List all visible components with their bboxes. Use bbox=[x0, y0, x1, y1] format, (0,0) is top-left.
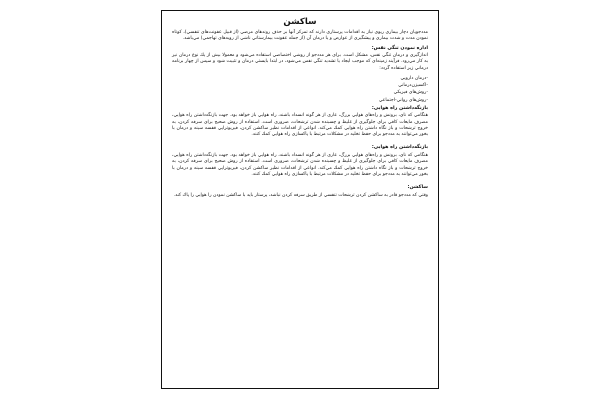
list-item: -اكسيژن‌درماني bbox=[398, 83, 428, 89]
section-heading-airway: بازنگه‌داشتن راه هوايي: bbox=[371, 105, 428, 111]
list-item: -درمان دارويي bbox=[400, 75, 428, 81]
treatment-list bbox=[172, 75, 428, 104]
section-heading-airway-repeat: بازنگه‌داشتن راه هوايي: bbox=[371, 145, 428, 151]
section-paragraph-dyspnea: اندازگيري و درمان تنگي نفس، مشكل است. براي هر مددجو از روشي اختصاصي استفاده مي‌شود و معمولا بيش از يك نوع درمان نيز به كار مي‌رود. فرآيند زمينه‌اي كه موجب ايجاد يا تشديد تنگي نفس مي‌شود، در ابتدا بايستي درمان و تثبيت شود و سپس از چهار برنامه درماني زير استفاده گردد: bbox=[172, 53, 428, 71]
document-page bbox=[161, 10, 439, 389]
section-paragraph-airway-repeat: هنگامي كه ناي، برونش و راه‌هاي هوايي بزرگ، عاري از هر گونه انسداد باشند، راه هوايي باز خواهد بود. جهت بازنگه‌داشتن راه هوايي، مصرف مايعات كافي براي جلوگيري از غليظ و چسبنده شدن ترشحات، ضروري است. استفاده از روش صحيح براي سرفه كردن، به خروج ترشحات و باز نگاه داشتن راه هوايي كمك مي‌كند. انواعي از اقدامات نظير ساكشن كردن، فيزيوتراپي قفسه سينه و درمان با بخور مي‌توانند به مددجو براي حفظ تخليه در مشكلات مرتبط با پاكسازي راه هوايي كمك كنند. bbox=[172, 152, 428, 177]
intro-paragraph: مددجويان دچار بيماري ريوي نياز به اقدامات پرستاري دارند كه تمركز آنها بر حذف روندهاي مرضي (از قبيل عفونت‌هاي تنفسي)، كوتاه نمودن مدت و شدت بيماري و پيشگيري از عوارض و يا درمان آن (از جمله عفونت بيمارستاني ناشي از روبه‌هاي تهاجمي) مي‌باشد. bbox=[172, 30, 428, 42]
section-heading-dyspnea: اداره نمودن تنگي نفس: bbox=[371, 45, 428, 51]
section-paragraph-airway: هنگامي كه ناي، برونش و راه‌هاي هوايي بزرگ، عاري از هر گونه انسداد باشند، راه هوايي باز خواهد بود. جهت بازنگه‌داشتن راه هوايي، مصرف مايعات كافي براي جلوگيري از غليظ و چسبنده شدن ترشحات، ضروري است. استفاده از روش صحيح براي سرفه كردن، به خروج ترشحات و باز نگاه داشتن راه هوايي كمك مي‌كند. انواعي از اقدامات نظير ساكشن كردن، فيزيوتراپي قفسه سينه و درمان با بخور مي‌توانند به مددجو براي حفظ تخليه در مشكلات مرتبط با پاكسازي راه هوايي كمك كنند. bbox=[172, 113, 428, 138]
page-title: ساكشن bbox=[283, 17, 317, 27]
list-item: -روش‌هاي فيزيكي bbox=[393, 90, 428, 96]
list-item: -روش‌هاي رواني-اجتماعي bbox=[378, 97, 428, 103]
section-paragraph-suction: وقتي كه مددجو قادر به ساكشن كردن ترشحات تنفسي از طريق سرفه كردن نباشد، پرستار بايد با ساكشن نمودن را هوايي را پاك كند. bbox=[173, 192, 428, 198]
section-heading-suction: ساكشن: bbox=[407, 185, 428, 191]
